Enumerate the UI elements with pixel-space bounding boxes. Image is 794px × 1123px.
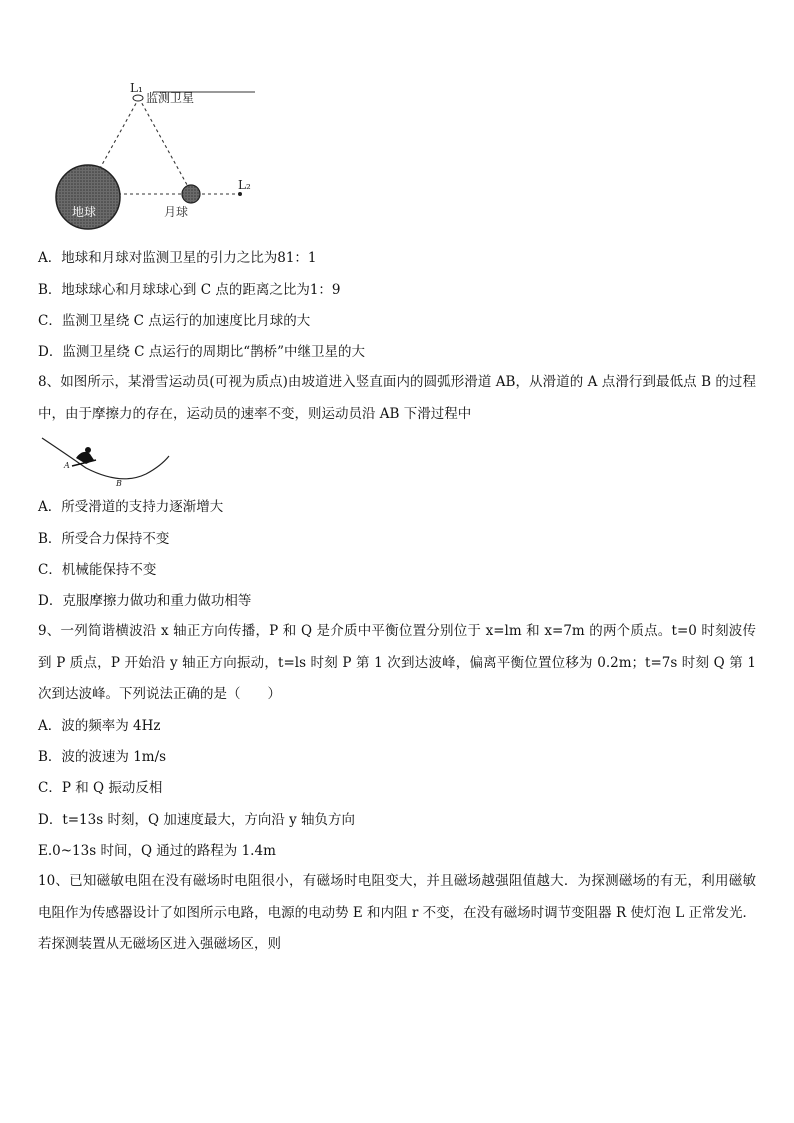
satellite-icon [133, 95, 143, 101]
q7-option-d: D．监测卫星绕 C 点运行的周期比“鹊桥”中继卫星的大 [38, 344, 366, 360]
q7-option-b: B．地球球心和月球球心到 C 点的距离之比为1：9 [38, 282, 341, 298]
satellite-moon-dashed-line [139, 98, 191, 192]
q8-option-d: D．克服摩擦力做功和重力做功相等 [38, 593, 252, 609]
q9-option-d: D．t=13s 时刻，Q 加速度最大，方向沿 y 轴负方向 [38, 812, 356, 828]
q7-option-c: C．监测卫星绕 C 点运行的加速度比月球的大 [38, 313, 311, 329]
l1-label: L₁ [130, 81, 143, 95]
q8-stem: 8、如图所示，某滑雪运动员(可视为质点)由坡道进入竖直面内的圆弧形滑道 AB，从滑道的 A 点滑行到最低点 B 的过程中，由于摩擦力的存在，运动员的速率不变，则运动员沿 AB 下滑过程中 [38, 374, 756, 422]
q8-option-a: A．所受滑道的支持力逐渐增大 [38, 499, 224, 515]
q9-option-a: A．波的频率为 4Hz [38, 718, 161, 734]
earth-moon-satellite-figure [50, 78, 265, 238]
moon-circle [182, 185, 200, 203]
q8-option-c: C．机械能保持不变 [38, 562, 157, 578]
q9-option-e: E.0~13s 时间，Q 通过的路程为 1.4m [38, 843, 276, 859]
earth-label: 地球 [72, 205, 97, 219]
q9-option-b: B．波的波速为 1m/s [38, 749, 167, 765]
satellite-label: 监测卫星 [146, 91, 195, 105]
moon-label: 月球 [164, 205, 189, 219]
point-a-label: A [64, 461, 70, 470]
q10-stem: 10、已知磁敏电阻在没有磁场时电阻很小，有磁场时电阻变大，并且磁场越强阻值越大．为探测磁场的有无，利用磁敏电阻作为传感器设计了如图所示电路，电源的电动势 E 和内阻 r 不变，在没有磁场时调节变阻器 R 使灯泡 L 正常发光．若探测装置从无磁场区进入强磁场区，则 [38, 873, 756, 952]
point-b-label: B [116, 479, 122, 488]
q9-stem: 9、一列简谐横波沿 x 轴正方向传播，P 和 Q 是介质中平衡位置分别位于 x=lm 和 x=7m 的两个质点。t=0 时刻波传到 P 质点，P 开始沿 y 轴正方向振动，t=ls 时刻 P 第 1 次到达波峰，偏离平衡位置位移为 0.2m；t=7s 时刻 Q 第 1 次到达波峰。下列说法正确的是（ ） [38, 623, 756, 702]
l2-point [238, 192, 242, 196]
earth-circle [56, 165, 120, 229]
q7-option-a: A．地球和月球对监测卫星的引力之比为81：1 [38, 250, 317, 266]
l2-label: L₂ [238, 178, 251, 192]
q8-option-b: B．所受合力保持不变 [38, 531, 170, 547]
slope-arc [42, 438, 169, 479]
q9-option-c: C．P 和 Q 振动反相 [38, 780, 163, 796]
ski-slope-figure [36, 430, 176, 488]
